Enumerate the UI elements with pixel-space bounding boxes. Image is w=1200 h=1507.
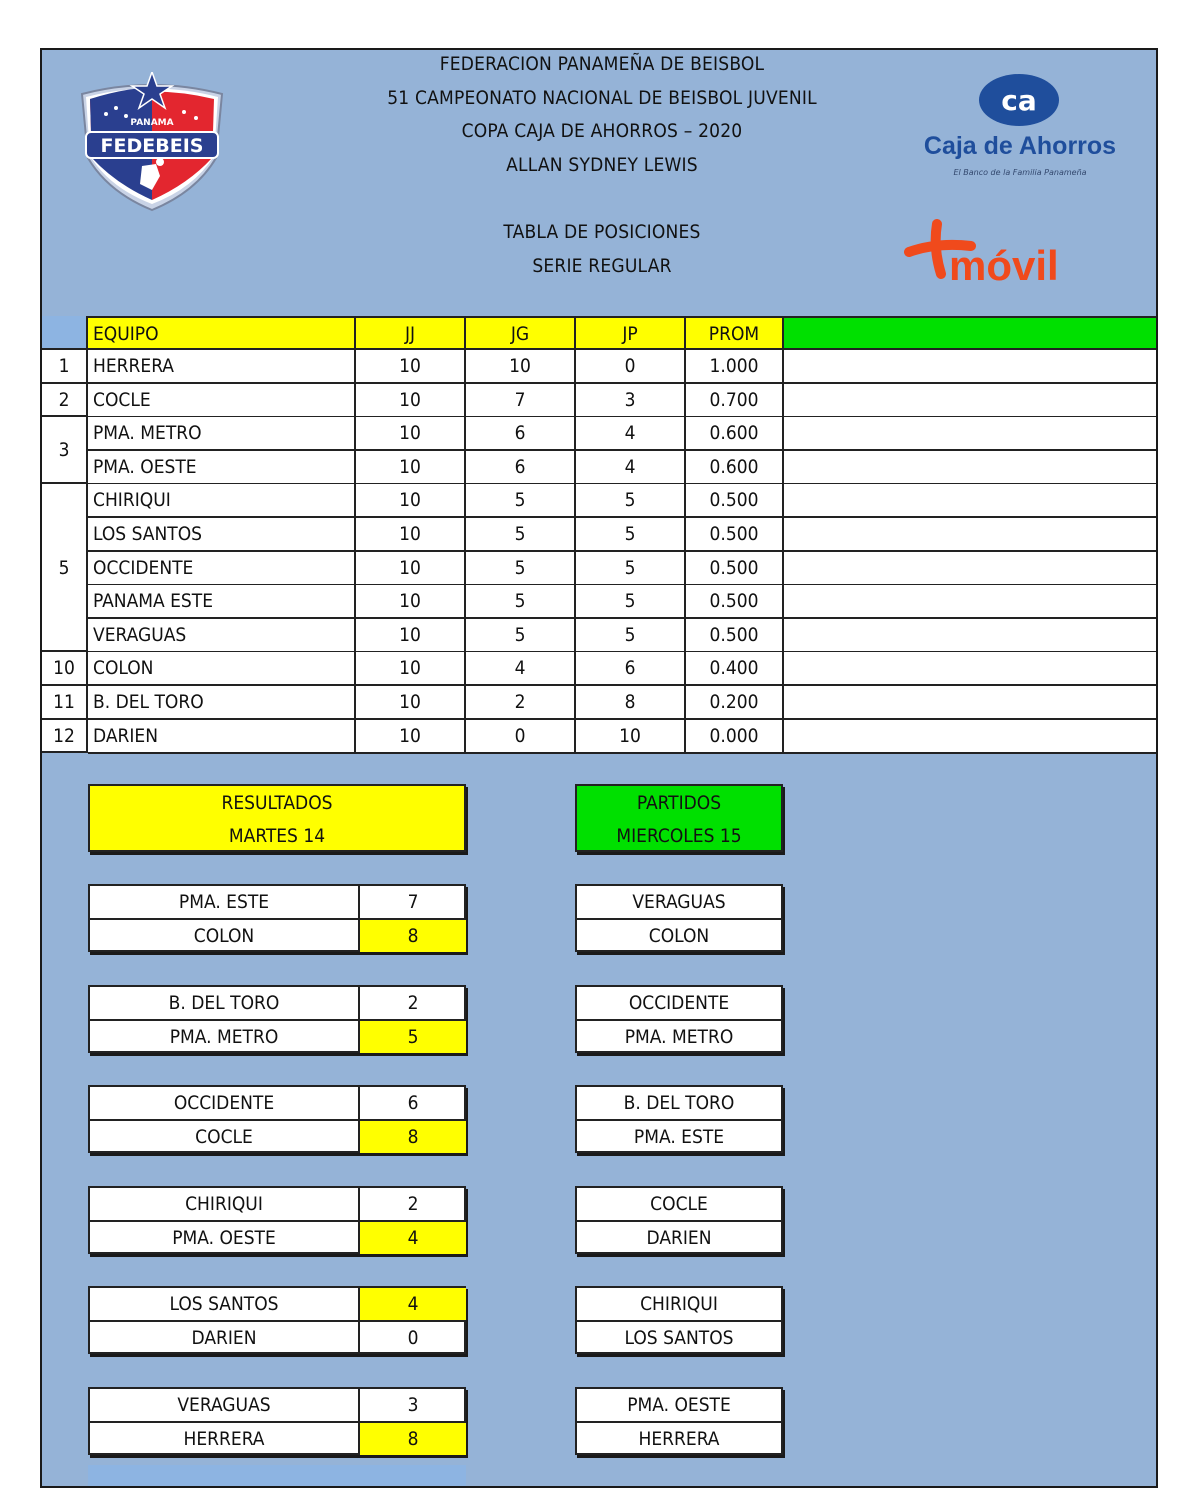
away-team: PMA. ESTE: [178, 891, 270, 913]
prom-cell: 0.500: [686, 518, 784, 552]
home-team: HERRERA: [183, 1428, 265, 1450]
home-score: 8: [360, 920, 466, 952]
rank-cell: 2: [42, 384, 88, 418]
away-team: PMA. OESTE: [627, 1394, 731, 1416]
away-score: 2: [407, 1192, 419, 1215]
away-team: OCCIDENTE: [628, 991, 730, 1014]
away-team: VERAGUAS: [177, 1394, 271, 1416]
jj-cell: 10: [356, 552, 466, 586]
jg-cell: 0: [466, 720, 576, 754]
jg-cell: 6: [466, 451, 576, 485]
upcoming-game-box: [575, 985, 783, 1053]
column-header-team: EQUIPO: [88, 316, 356, 350]
away-score: 7: [407, 891, 419, 913]
home-team: PMA. OESTE: [172, 1226, 276, 1249]
jg-cell: 4: [466, 652, 576, 686]
team-cell: PMA. OESTE: [88, 451, 356, 485]
jp-cell: 3: [576, 384, 686, 418]
away-team: COCLE: [650, 1192, 708, 1215]
background-stripe: [88, 1465, 466, 1488]
upcoming-game-box: [575, 1387, 783, 1455]
prom-cell: 0.500: [686, 585, 784, 619]
upcoming-title: PARTIDOS: [636, 792, 722, 814]
fedebeis-logo: [76, 72, 228, 214]
results-title-box: [88, 784, 466, 852]
result-game-box: [88, 1085, 466, 1153]
column-header-blank: [784, 316, 1158, 350]
home-score: 4: [360, 1222, 466, 1254]
rank-cell: 10: [42, 652, 88, 686]
home-score: 8: [360, 1121, 466, 1153]
upcoming-date: MIERCOLES 15: [616, 825, 742, 847]
rank-header-cell: [42, 316, 88, 350]
home-team: HERRERA: [638, 1428, 720, 1450]
header-subtitle-series: SERIE REGULAR: [532, 255, 672, 277]
team-cell: PANAMA ESTE: [88, 585, 356, 619]
prom-cell: 0.000: [686, 720, 784, 754]
mas-movil-logo: [897, 216, 1087, 286]
header-subtitle-table: TABLA DE POSICIONES: [503, 221, 701, 243]
result-game-box: [88, 1387, 466, 1455]
team-cell: PMA. METRO: [88, 417, 356, 451]
away-team: CHIRIQUI: [185, 1192, 263, 1215]
prom-cell: 0.500: [686, 619, 784, 653]
home-team: LOS SANTOS: [624, 1327, 734, 1350]
header-line-championship: 51 CAMPEONATO NACIONAL DE BEISBOL JUVENIL: [387, 87, 817, 109]
jp-cell: 5: [576, 552, 686, 586]
jj-cell: 10: [356, 619, 466, 653]
blank-cell: [784, 720, 1158, 754]
blank-cell: [784, 552, 1158, 586]
jg-cell: 5: [466, 518, 576, 552]
home-score: 8: [360, 1423, 466, 1455]
blank-cell: [784, 451, 1158, 485]
blank-cell: [784, 585, 1158, 619]
jj-cell: 10: [356, 686, 466, 720]
column-header-jj: JJ: [356, 316, 466, 350]
rank-cell: 11: [42, 686, 88, 720]
prom-cell: 0.200: [686, 686, 784, 720]
team-cell: COLON: [88, 652, 356, 686]
blank-cell: [784, 686, 1158, 720]
jg-cell: 2: [466, 686, 576, 720]
away-team: LOS SANTOS: [169, 1293, 279, 1316]
upcoming-game-box: [575, 1085, 783, 1153]
jp-cell: 6: [576, 652, 686, 686]
home-team: COCLE: [195, 1126, 253, 1149]
results-date: MARTES 14: [228, 825, 326, 847]
away-team: B. DEL TORO: [168, 991, 280, 1014]
jp-cell: 5: [576, 619, 686, 653]
upcoming-title-box: [575, 784, 783, 852]
blank-cell: [784, 518, 1158, 552]
prom-cell: 0.600: [686, 451, 784, 485]
upcoming-game-box: [575, 884, 783, 952]
jj-cell: 10: [356, 518, 466, 552]
away-team: CHIRIQUI: [640, 1293, 718, 1316]
home-team: PMA. METRO: [169, 1025, 279, 1048]
team-cell: OCCIDENTE: [88, 552, 356, 586]
prom-cell: 0.600: [686, 417, 784, 451]
team-cell: B. DEL TORO: [88, 686, 356, 720]
movil-logo-text: móvil: [949, 242, 1059, 286]
home-team: PMA. METRO: [624, 1025, 734, 1048]
jg-cell: 6: [466, 417, 576, 451]
away-score: 4: [360, 1288, 466, 1320]
jj-cell: 10: [356, 350, 466, 384]
away-team: VERAGUAS: [632, 891, 726, 913]
rank-cell: 12: [42, 720, 88, 754]
prom-cell: 0.400: [686, 652, 784, 686]
jj-cell: 10: [356, 652, 466, 686]
blank-cell: [784, 619, 1158, 653]
blank-cell: [784, 417, 1158, 451]
header-line-federation: FEDERACION PANAMEÑA DE BEISBOL: [439, 53, 765, 75]
away-team: OCCIDENTE: [173, 1092, 275, 1115]
upcoming-game-box: [575, 1186, 783, 1254]
away-score: 3: [407, 1394, 419, 1416]
prom-cell: 0.500: [686, 552, 784, 586]
rank-cell: 1: [42, 350, 88, 384]
blank-cell: [784, 384, 1158, 418]
team-cell: COCLE: [88, 384, 356, 418]
jp-cell: 5: [576, 518, 686, 552]
team-cell: CHIRIQUI: [88, 484, 356, 518]
jg-cell: 5: [466, 552, 576, 586]
results-title: RESULTADOS: [221, 792, 333, 814]
away-team: B. DEL TORO: [623, 1092, 735, 1115]
rank-cell: 5: [42, 484, 88, 652]
home-team: DARIEN: [646, 1226, 712, 1249]
jp-cell: 8: [576, 686, 686, 720]
jp-cell: 4: [576, 417, 686, 451]
rank-cell: 3: [42, 417, 88, 484]
result-game-box: [88, 1186, 466, 1254]
header-line-dedication: ALLAN SYDNEY LEWIS: [506, 154, 698, 176]
standings-sheet: [40, 48, 1158, 1488]
result-game-box: [88, 884, 466, 952]
home-score: 5: [360, 1021, 466, 1053]
jj-cell: 10: [356, 484, 466, 518]
blank-cell: [784, 350, 1158, 384]
fedebeis-logo-text: FEDEBEIS: [100, 135, 204, 157]
jj-cell: 10: [356, 451, 466, 485]
jp-cell: 0: [576, 350, 686, 384]
caja-logo-name: Caja de Ahorros: [923, 132, 1117, 160]
team-cell: HERRERA: [88, 350, 356, 384]
jj-cell: 10: [356, 585, 466, 619]
prom-cell: 0.500: [686, 484, 784, 518]
prom-cell: 0.700: [686, 384, 784, 418]
jp-cell: 10: [576, 720, 686, 754]
column-header-prom: PROM: [686, 316, 784, 350]
jj-cell: 10: [356, 720, 466, 754]
jg-cell: 10: [466, 350, 576, 384]
jj-cell: 10: [356, 417, 466, 451]
home-team: COLON: [193, 925, 255, 947]
result-game-box: [88, 985, 466, 1053]
jg-cell: 5: [466, 585, 576, 619]
jg-cell: 7: [466, 384, 576, 418]
home-score: 0: [407, 1327, 419, 1350]
jg-cell: 5: [466, 619, 576, 653]
team-cell: VERAGUAS: [88, 619, 356, 653]
header-line-cup: COPA CAJA DE AHORROS – 2020: [461, 120, 743, 142]
caja-de-ahorros-logo: [894, 72, 1150, 182]
team-cell: LOS SANTOS: [88, 518, 356, 552]
home-team: COLON: [648, 925, 710, 947]
home-team: PMA. ESTE: [633, 1126, 725, 1149]
away-score: 2: [407, 991, 419, 1014]
column-header-jp: JP: [576, 316, 686, 350]
jj-cell: 10: [356, 384, 466, 418]
team-cell: DARIEN: [88, 720, 356, 754]
jp-cell: 5: [576, 585, 686, 619]
caja-logo-tagline: El Banco de la Familia Panameña: [953, 168, 1087, 177]
result-game-box: [88, 1286, 466, 1354]
blank-cell: [784, 484, 1158, 518]
jg-cell: 5: [466, 484, 576, 518]
fedebeis-logo-country: PANAMA: [130, 118, 174, 128]
home-team: DARIEN: [191, 1327, 257, 1350]
blank-cell: [784, 652, 1158, 686]
caja-monogram: ca: [1001, 84, 1037, 117]
jp-cell: 5: [576, 484, 686, 518]
jp-cell: 4: [576, 451, 686, 485]
column-header-jg: JG: [466, 316, 576, 350]
away-score: 6: [407, 1092, 419, 1115]
prom-cell: 1.000: [686, 350, 784, 384]
upcoming-game-box: [575, 1286, 783, 1354]
